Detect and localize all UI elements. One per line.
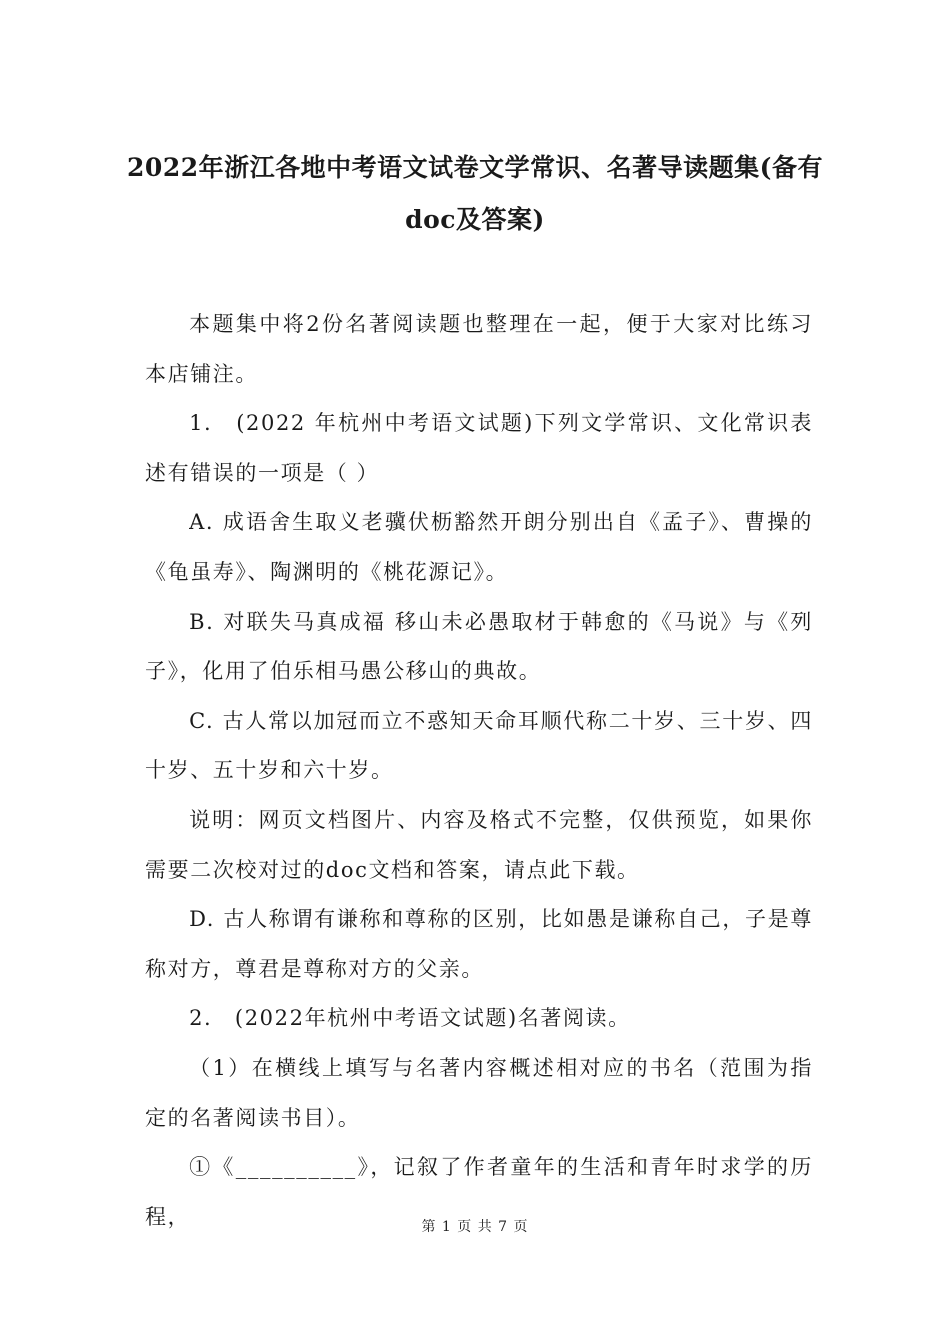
page-footer: 第 1 页 共 7 页 [421, 1219, 529, 1235]
question-1-option-c: C. 古人常以加冠而立不惑知天命耳顺代称二十岁、三十岁、四十岁、五十岁和六十岁。 [145, 708, 813, 783]
intro-paragraph: 本题集中将2份名著阅读题也整理在一起，便于大家对比练习本店铺注。 [145, 312, 813, 386]
question-1-stem: 1. (2022 年杭州中考语文试题)下列文学常识、文化常识表述有错误的一项是（ ） [145, 411, 813, 485]
question-1-option-d: D. 古人称谓有谦称和尊称的区别，比如愚是谦称自己，子是尊称对方，尊君是尊称对方的父亲。 [145, 907, 813, 981]
question-2-stem: 2. (2022年杭州中考语文试题)名著阅读。 [189, 1006, 631, 1031]
document-title: 2022年浙江各地中考语文试卷文学常识、名著导读题集(备有doc及答案) [127, 153, 823, 234]
question-1-option-a: A. 成语舍生取义老骥伏枥豁然开朗分别出自《孟子》、曹操的《龟虽寿》、陶渊明的《桃花源记》。 [145, 510, 813, 584]
question-1-option-b: B. 对联失马真成福 移山未必愚取材于韩愈的《马说》与《列子》，化用了伯乐相马愚公移山的典故。 [145, 609, 813, 684]
download-notice[interactable]: 说明：网页文档图片、内容及格式不完整，仅供预览，如果你需要二次校对过的doc文档和答案，请点此下载。 [145, 807, 813, 882]
question-2-blank-1: ①《__________》，记叙了作者童年的生活和青年时求学的历程， [145, 1155, 813, 1229]
question-2-part-1: （1）在横线上填写与名著内容概述相对应的书名（范围为指定的名著阅读书目）。 [145, 1055, 813, 1130]
document-body [145, 300, 813, 1242]
